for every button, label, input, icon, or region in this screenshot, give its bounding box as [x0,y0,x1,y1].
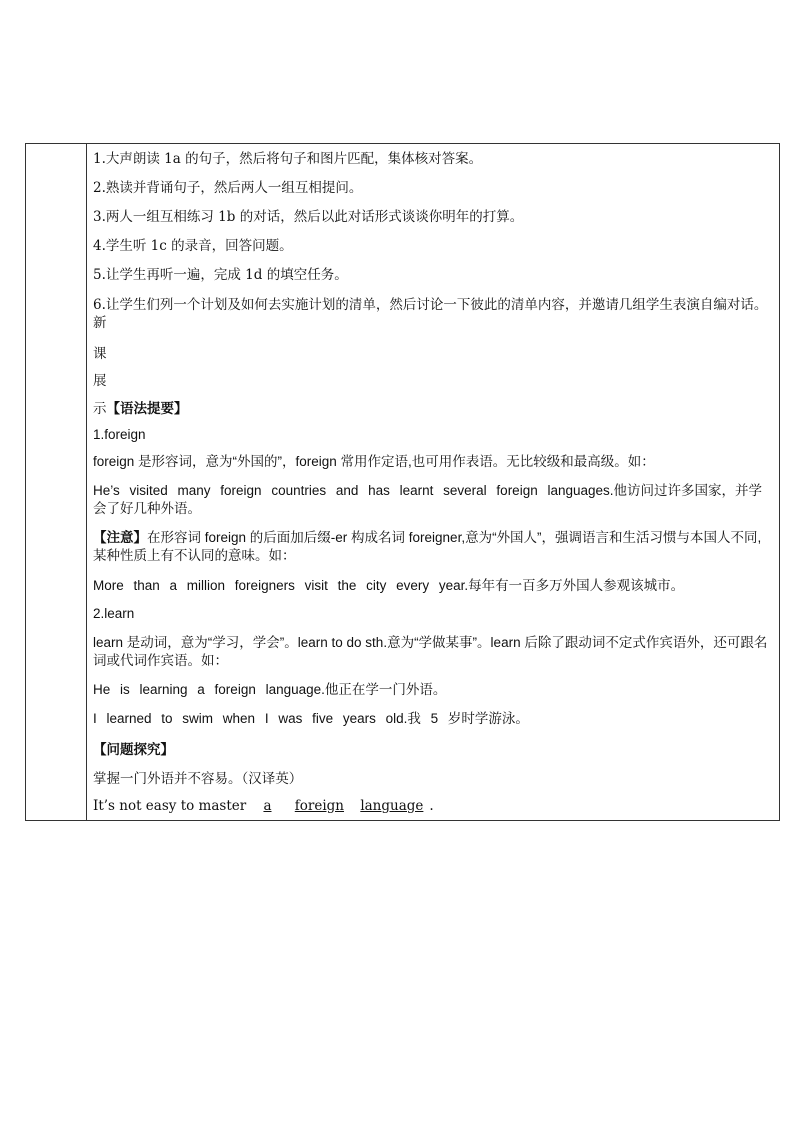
inquiry-prompt: 掌握一门外语并不容易。（汉译英） [93,771,303,787]
grammar-item1-title: 1.foreign [93,427,146,442]
inquiry-answer [93,797,434,815]
grammar-item2-example2: I learned to swim when I was five years old.我 5 岁时学游泳。 [93,711,529,726]
section-label-char-3: 示 [93,401,107,417]
answer-blank-1: a [263,798,272,814]
step-1: 1.大声朗读 1a 的句子，然后将句子和图片匹配，集体核对答案。 [93,151,483,167]
step-6: 6.让学生们列一个计划及如何去实施计划的清单，然后讨论一下彼此的清单内容，并邀请几组学生表演自编对话。新 [93,297,768,331]
grammar-item2-example1: He is learning a foreign language.他正在学一门外语。 [93,682,447,697]
note-text: 在形容词 foreign 的后面加后缀-er 构成名词 foreigner,意为“外国人”，强调语言和生活习惯与本国人不同, 某种性质上有不认同的意味。如： [93,530,762,563]
column-divider [86,143,87,821]
grammar-item1-desc: foreign 是形容词，意为“外国的”，foreign 常用作定语,也可用作表语。无比较级和最高级。如： [93,454,655,469]
note-label: 【注意】 [93,530,147,545]
grammar-note [93,529,773,565]
answer-blank-2: foreign [294,798,345,814]
section-label-row [93,400,188,418]
grammar-note-example: More than a million foreigners visit the city every year.每年有一百多万外国人参观该城市。 [93,578,685,593]
step-4: 4.学生听 1c 的录音，回答问题。 [93,238,293,254]
section-label-char-1: 课 [93,346,107,362]
answer-blank-3: language [360,798,424,814]
step-3: 3.两人一组互相练习 1b 的对话，然后以此对话形式谈谈你明年的打算。 [93,209,524,225]
grammar-item2-title: 2.learn [93,606,135,621]
grammar-heading: 【语法提要】 [106,401,188,417]
inquiry-heading: 【问题探究】 [93,742,174,758]
step-5: 5.让学生再听一遍，完成 1d 的填空任务。 [93,267,348,283]
section-label-char-2: 展 [93,373,107,389]
answer-prefix: It’s not easy to master [93,798,247,814]
grammar-item2-desc: learn 是动词，意为“学习，学会”。learn to do sth.意为“学做某事”。learn 后除了跟动词不定式作宾语外，还可跟名词或代词作宾语。如： [93,635,768,668]
grammar-item1-example: He’s visited many foreign countries and has learnt several foreign languages.他访问过许多国家，并学会了好几种外语。 [93,483,763,516]
step-2: 2.熟读并背诵句子，然后两人一组互相提问。 [93,180,363,196]
answer-suffix: . [429,798,434,814]
